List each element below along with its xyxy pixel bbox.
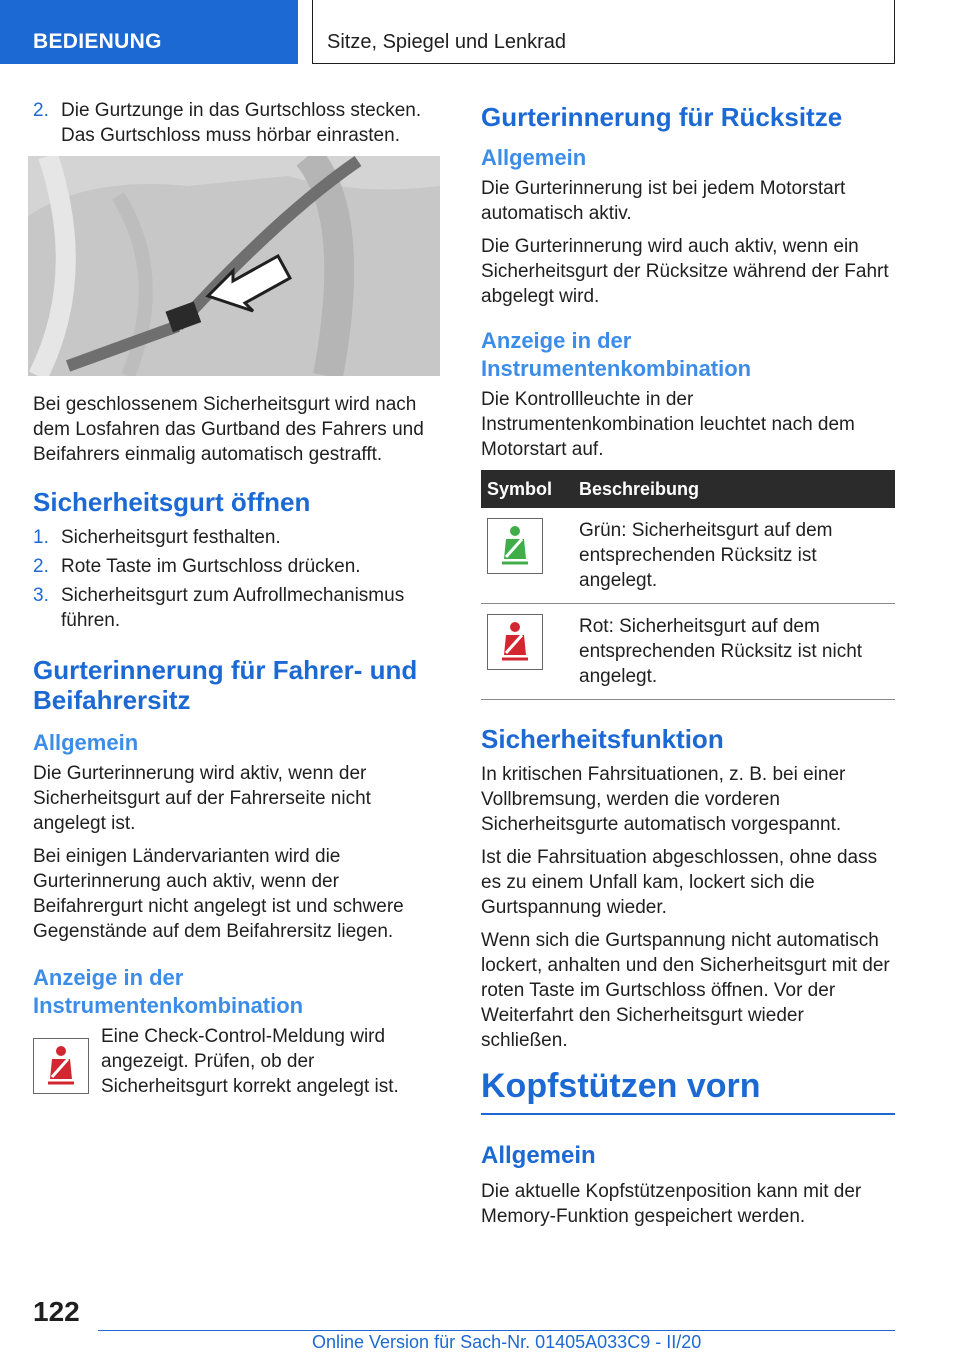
safety-paragraph-3: Wenn sich die Gurtspannung nicht automatisch lockert, anhalten und den Sicherheitsgurt mit der roten Taste im Gurtschloss öffnen. Vor der Weiterfahrt den Sicherheitsgurt wieder schließen. [481,930,890,1051]
rear-paragraph-3: Die Kontrollleuchte in der Instrumentenkombination leuchtet nach dem Motorstart auf. [481,389,855,460]
right-column [481,98,895,1237]
section-tab: BEDIENUNG [0,0,298,64]
headrest-heading-block [481,1065,895,1115]
seatbelt-warning-icon [33,1038,89,1094]
page-number: 122 [33,1296,80,1327]
seatbelt-photo-illustration [28,156,440,376]
heading-display: Anzeige in der Instrumentenkombination [33,965,304,1018]
step-text: Rote Taste im Gurtschloss drücken. [61,556,361,577]
table-header-symbol: Symbol [481,470,573,508]
tension-paragraph: Bei geschlossenem Sicherheitsgurt wird nach dem Losfahren das Gurtband des Fahrers und Beifahrers einmalig automatisch gestrafft. [33,394,424,465]
seatbelt-green-icon [487,518,543,574]
reminder-paragraph-2: Bei einigen Ländervarianten wird die Gurterinnerung auch aktiv, wenn der Beifahrergurt nicht angelegt ist und schwere Gegenstände auf dem Beifahrersitz liegen. [33,846,404,942]
reminder-paragraph-1: Die Gurterinnerung wird aktiv, wenn der Sicherheitsgurt auf der Fahrerseite nicht angelegt ist. [33,763,371,834]
step-number: 1. [33,527,49,548]
fasten-steps [33,98,445,148]
chapter-title: Sitze, Spiegel und Lenkrad [312,0,895,64]
heading-headrests: Kopfstützen vorn [481,1067,761,1105]
left-column [33,98,445,1099]
heading-general: Allgemein [33,730,139,755]
symbol-table [481,470,895,700]
rear-paragraph-1: Die Gurterinnerung ist bei jedem Motorstart automatisch aktiv. [481,178,846,224]
heading-display: Anzeige in der Instrumentenkombination [481,328,752,381]
step-text: Die Gurtzunge in das Gurtschloss stecken. Das Gurtschloss muss hörbar einrasten. [61,100,422,146]
seatbelt-buckle-photo [28,156,440,376]
safety-paragraph-2: Ist die Fahrsituation abgeschlossen, ohne dass es zu einem Unfall kam, lockert sich die Gurtspannung wieder. [481,847,878,918]
list-item [33,583,445,633]
step-text: Sicherheitsgurt zum Aufrollmechanismus führen. [61,585,405,631]
seatbelt-red-icon [487,614,543,670]
heading-reminder-rear: Gurterinnerung für Rücksitze [481,102,843,132]
warning-row [33,1024,445,1099]
rear-paragraph-2: Die Gurterinnerung wird auch aktiv, wenn ein Sicherheitsgurt der Rücksitze während der Fahrt abgelegt wird. [481,236,889,307]
list-item [33,554,445,579]
heading-general: Allgemein [481,145,587,170]
table-row [481,508,895,604]
step-number: 2. [33,100,49,121]
heading-reminder-front: Gurterinnerung für Fahrer- und Beifahrersitz [33,655,418,715]
heading-safety-function: Sicherheitsfunktion [481,724,724,754]
heading-general: Allgemein [481,1142,596,1169]
step-number: 3. [33,585,49,606]
table-cell-description: Grün: Sicherheitsgurt auf dem entsprechenden Rücksitz ist angelegt. [573,508,895,604]
headrest-paragraph: Die aktuelle Kopfstützenposition kann mit der Memory-Funktion gespeichert werden. [481,1181,862,1227]
table-header-description: Beschreibung [573,470,895,508]
open-steps [33,525,445,633]
footer-divider [98,1330,895,1331]
step-text: Sicherheitsgurt festhalten. [61,527,281,548]
warning-text: Eine Check-Control-Meldung wird angezeigt. Prüfen, ob der Sicherheitsgurt korrekt angelegt ist. [101,1026,399,1097]
safety-paragraph-1: In kritischen Fahrsituationen, z. B. bei einer Vollbremsung, werden die vorderen Sicherheitsgurte automatisch vorgespannt. [481,764,846,835]
list-item [33,525,445,550]
table-cell-description: Rot: Sicherheitsgurt auf dem entsprechenden Rücksitz ist nicht angelegt. [573,604,895,700]
table-row [481,604,895,700]
step-number: 2. [33,556,49,577]
footer-version: Online Version für Sach-Nr. 01405A033C9 - II/20 [312,1332,702,1352]
heading-open-belt: Sicherheitsgurt öffnen [33,487,311,517]
list-item [33,98,445,148]
